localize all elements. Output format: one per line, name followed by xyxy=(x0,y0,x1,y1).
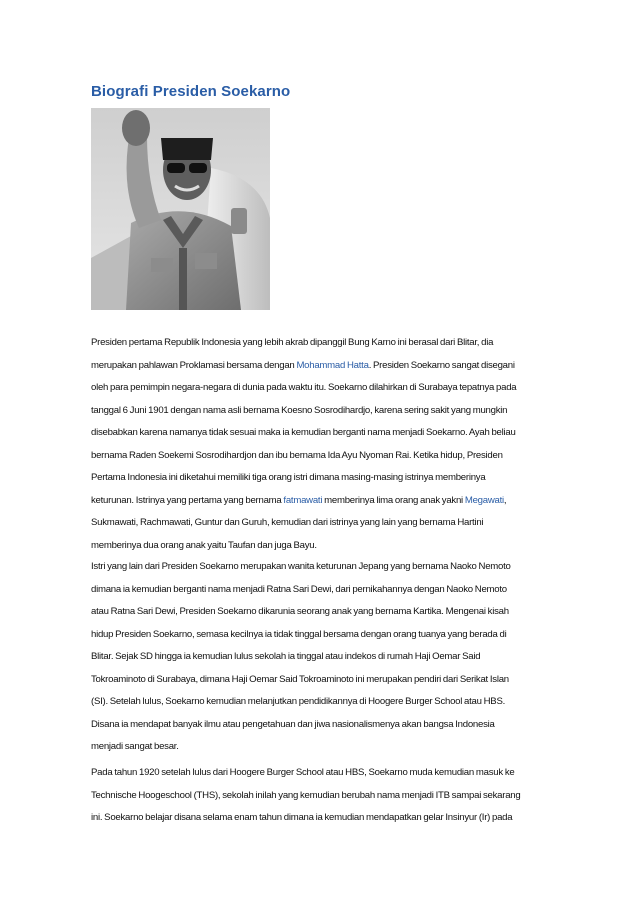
text-run: Pada tahun 1920 setelah lulus dari Hoogere Burger School atau HBS, Soekarno muda kemudian masuk ke xyxy=(91,767,515,778)
text-run: Disana ia mendapat banyak ilmu atau pengetahuan dan jiwa nasionalismenya akan bangsa Indonesia xyxy=(91,718,495,730)
text-run: Technische Hoogeschool (THS), sekolah inilah yang kemudian berubah nama menjadi ITB sampai sekarang xyxy=(91,789,521,801)
text-run: dimana ia kemudian berganti nama menjadi Ratna Sari Dewi, dari pernikahannya dengan Naoko Nemoto xyxy=(91,583,507,595)
text-run: Sukmawati, Rachmawati, Guntur dan Guruh, kemudian dari istrinya yang lain yang bernama Hartini xyxy=(91,517,484,528)
text-line xyxy=(91,601,571,624)
portrait-photo-drawing xyxy=(91,108,270,310)
text-line xyxy=(91,762,571,785)
portrait-photo xyxy=(91,108,270,310)
document-title: Biografi Presiden Soekarno xyxy=(91,83,291,100)
text-line xyxy=(91,422,571,445)
text-line xyxy=(91,579,571,602)
text-line xyxy=(91,624,571,647)
paragraph-3 xyxy=(91,762,571,830)
text-line xyxy=(91,490,571,513)
text-line xyxy=(91,332,571,355)
text-run: hidup Presiden Soekarno, semasa kecilnya ia tidak tinggal bersama dengan orang tuanya yang berada di xyxy=(91,628,507,640)
text-run: merupakan pahlawan Proklamasi bersama dengan xyxy=(91,359,297,371)
text-line xyxy=(91,669,571,692)
text-line xyxy=(91,556,571,579)
text-line xyxy=(91,535,571,558)
paragraph-2 xyxy=(91,556,571,759)
text-line xyxy=(91,400,571,423)
text-line xyxy=(91,355,571,378)
text-line xyxy=(91,467,571,490)
text-run: Istri yang lain dari Presiden Soekarno merupakan wanita keturunan Jepang yang bernama Naoko Nemoto xyxy=(91,561,511,572)
text-line xyxy=(91,512,571,535)
text-line xyxy=(91,736,571,759)
text-line xyxy=(91,646,571,669)
text-run: menjadi sangat besar. xyxy=(91,741,179,752)
inline-link[interactable]: fatmawati xyxy=(283,494,323,506)
paragraph-1 xyxy=(91,332,571,557)
text-run: ini. Soekarno belajar disana selama enam tahun dimana ia kemudian mendapatkan gelar Insinyur (Ir) pada xyxy=(91,812,513,823)
text-run: atau Ratna Sari Dewi, Presiden Soekarno dikarunia seorang anak yang bernama Kartika. Mengenai kisah xyxy=(91,606,509,617)
text-run: . Presiden Soekarno sangat disegani xyxy=(368,359,515,371)
text-run: Blitar. Sejak SD hingga ia kemudian lulus sekolah ia tinggal atau indekos di rumah Haji Oemar Said xyxy=(91,651,481,662)
text-run: (SI). Setelah lulus, Soekarno kemudian melanjutkan pendidikannya di Hoogere Burger School atau HBS. xyxy=(91,696,506,707)
text-run: Presiden pertama Republik Indonesia yang lebih akrab dipanggil Bung Karno ini berasal dari Blitar, dia xyxy=(91,337,494,348)
text-run: Pertama Indonesia ini diketahui memiliki tiga orang istri dimana masing-masing istrinya memberinya xyxy=(91,472,486,483)
text-line xyxy=(91,714,571,737)
text-line xyxy=(91,807,571,830)
text-run: tanggal 6 Juni 1901 dengan nama asli bernama Koesno Sosrodihardjo, karena sering sakit yang mungkin xyxy=(91,404,508,416)
inline-link[interactable]: Megawati xyxy=(464,494,504,506)
inline-link[interactable]: Mohammad Hatta xyxy=(296,359,369,371)
text-line xyxy=(91,377,571,400)
text-run: memberinya lima orang anak yakni xyxy=(322,494,465,506)
text-run: disebabkan karena namanya tidak sesuai maka ia kemudian berganti nama menjadi Soekarno. Ayah beliau xyxy=(91,427,516,438)
text-run: keturunan. Istrinya yang pertama yang bernama xyxy=(91,494,284,506)
text-run: oleh para pemimpin negara-negara di dunia pada waktu itu. Soekarno dilahirkan di Surabaya tepatnya pada xyxy=(91,382,517,393)
text-line xyxy=(91,785,571,808)
text-run: bernama Raden Soekemi Sosrodihardjon dan ibu bernama Ida Ayu Nyoman Rai. Ketika hidup, Presiden xyxy=(91,449,503,461)
text-run: memberinya dua orang anak yaitu Taufan dan juga Bayu. xyxy=(91,539,317,551)
text-line xyxy=(91,691,571,714)
text-run: , xyxy=(503,494,507,506)
text-run: Tokroaminoto di Surabaya, dimana Haji Oemar Said Tokroaminoto ini merupakan pendiri dari Serikat Islan xyxy=(91,673,509,685)
text-line xyxy=(91,445,571,468)
